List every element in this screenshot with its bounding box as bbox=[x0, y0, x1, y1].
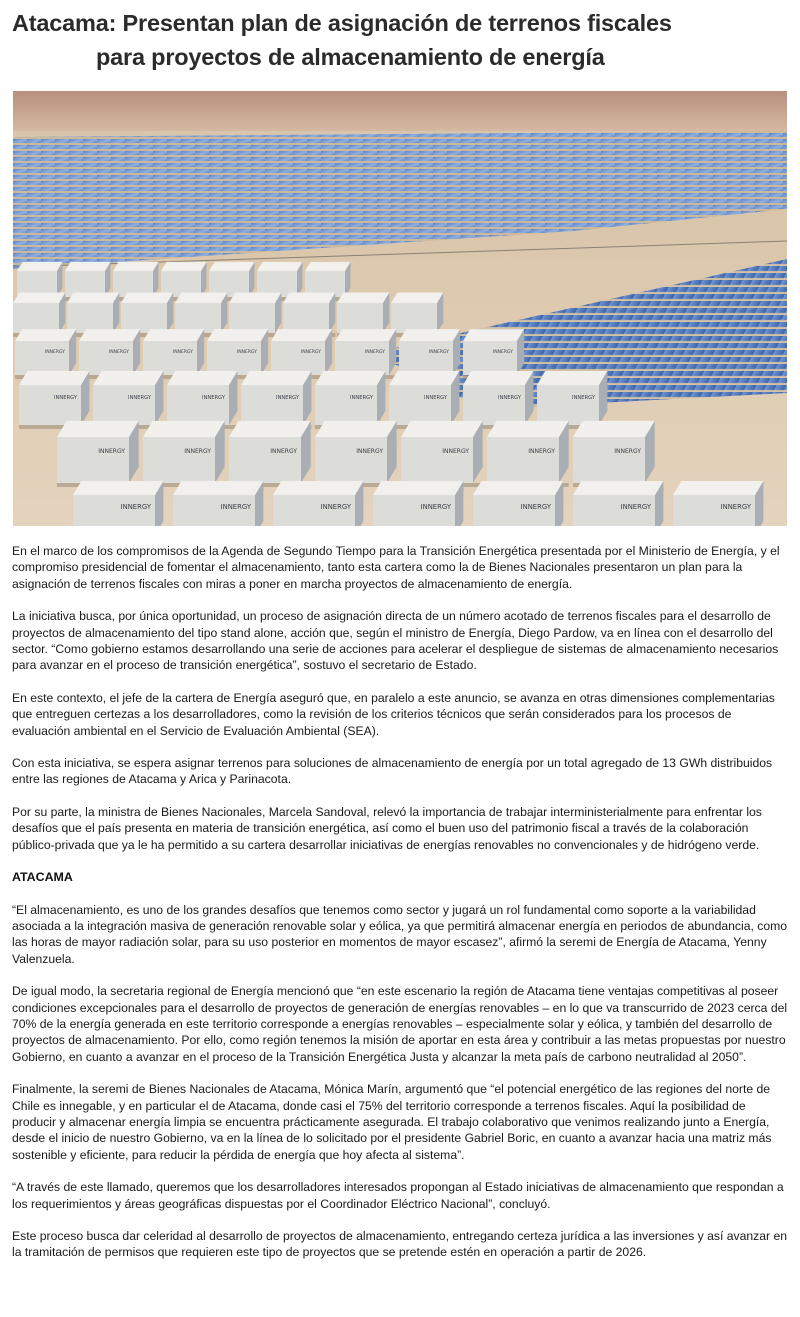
container-logo-text: INNERGY bbox=[364, 349, 385, 355]
article-paragraph: La iniciativa busca, por única oportunidad, un proceso de asignación directa de un número acotado de terrenos fiscales para el desarrollo de proyectos de almacenamiento del tipo stand alone, acción que, según el ministro de Energía, Diego Pardow, va en línea con el desarrollo del sector. “Como gobierno estamos desarrollando una serie de acciones para acelerar el despliegue de sistemas de almacenamiento necesarios para avanzar en el proceso de transición energética”, sostuvo el secretario de Estado. bbox=[12, 609, 779, 673]
container-logo-text: INNERGY bbox=[498, 395, 521, 401]
container-logo-text: INNERGY bbox=[320, 503, 351, 511]
battery-container bbox=[315, 371, 385, 429]
container-logo-text: INNERGY bbox=[184, 448, 211, 456]
article-paragraph: En este contexto, el jefe de la cartera de Energía aseguró que, en paralelo a este anuncio, se avanza en otras dimensiones complementarias que entreguen certezas a los desarrolladores, como la revisión de los criterios técnicos que serán considerados para los procesos de evaluación ambiental en el Servicio de Evaluación Ambiental (SEA). bbox=[12, 690, 775, 738]
container-logo-text: INNERGY bbox=[442, 448, 469, 456]
article-paragraph: Finalmente, la seremi de Bienes Nacionales de Atacama, Mónica Marín, argumentó que “el potencial energético de las regiones del norte de Chile es innegable, y en particular el de Atacama, donde casi el 75% del territorio corresponde a terrenos fiscales. Aquí la posibilidad de producir y almacenar energía limpia se encuentra prácticamente asegurada. El trabajo colaborativo que venimos realizando junto a Energía, desde el inicio de nuestro Gobierno, va en la línea de lo solicitado por el presidente Gabriel Boric, en cuanto a avanzar hacia una matriz más sostenible y eficiente, para reducir la pérdida de energía que hoy afecta al sistema”. bbox=[12, 1082, 772, 1162]
hero-image bbox=[13, 91, 787, 526]
container-logo-text: INNERGY bbox=[424, 395, 447, 401]
battery-container bbox=[143, 421, 225, 487]
container-logo-text: INNERGY bbox=[572, 395, 595, 401]
battery-container bbox=[19, 371, 89, 429]
article-paragraph: De igual modo, la secretaria regional de Energía mencionó que “en este escenario la región de Atacama tiene ventajas competitivas al poseer condiciones excepcionales para el desarrollo de proyectos de generación de energías renovables – en lo que va transcurrido de 2023 cerca del 70% de la energía generada en este territorio corresponde a energías renovables – especialmente solar y eólica, y también del desarrollo de proyectos de almacenamiento. Por ello, como región tenemos la misión de aportar en esta área y contribuir a las metas propuestas por nuestro Gobierno, en cuanto a avanzar en el proceso de la Transición Energética Justa y alcanzar la meta país de carbono neutralidad al 2050”. bbox=[12, 984, 788, 1064]
battery-container bbox=[315, 421, 397, 487]
battery-container bbox=[167, 371, 237, 429]
container-logo-text: INNERGY bbox=[202, 395, 225, 401]
battery-container bbox=[463, 371, 533, 429]
article-body bbox=[12, 543, 788, 1277]
article-title bbox=[12, 6, 792, 74]
container-logo-text: INNERGY bbox=[108, 349, 129, 355]
container-logo-text: INNERGY bbox=[44, 349, 65, 355]
container-logo-text: INNERGY bbox=[356, 448, 383, 456]
container-logo-text: INNERGY bbox=[236, 349, 257, 355]
container-logo-text: INNERGY bbox=[528, 448, 555, 456]
container-logo-text: INNERGY bbox=[492, 349, 513, 355]
container-logo-text: INNERGY bbox=[270, 448, 297, 456]
battery-container bbox=[93, 371, 163, 429]
container-logo-text: INNERGY bbox=[120, 503, 151, 511]
article-paragraph: Este proceso busca dar celeridad al desarrollo de proyectos de almacenamiento, entregando certeza jurídica a las inversiones y así avanzar en la tramitación de permisos que requieren este tipo de proyectos que se pretende estén en operación a partir de 2026. bbox=[12, 1229, 788, 1260]
article-paragraph: Con esta iniciativa, se espera asignar terrenos para soluciones de almacenamiento de energía por un total agregado de 13 GWh distribuidos entre las regiones de Atacama y Arica y Parinacota. bbox=[12, 756, 773, 787]
container-logo-text: INNERGY bbox=[300, 349, 321, 355]
battery-container bbox=[229, 421, 311, 487]
battery-container bbox=[401, 421, 483, 487]
hero-image-illustration bbox=[13, 91, 787, 526]
container-logo-text: INNERGY bbox=[428, 349, 449, 355]
battery-container bbox=[273, 481, 363, 526]
battery-container bbox=[537, 371, 607, 429]
container-logo-text: INNERGY bbox=[276, 395, 299, 401]
container-logo-text: INNERGY bbox=[614, 448, 641, 456]
article-paragraph: Por su parte, la ministra de Bienes Nacionales, Marcela Sandoval, relevó la importancia de trabajar interministerialmente para enfrentar los desafíos que el país presenta en materia de transición energética, así como el buen uso del patrimonio fiscal a través de la colaboración público-privada que ya le ha permitido a su cartera desarrollar iniciativas de energías renovables no convencionales y de hidrógeno verde. bbox=[12, 804, 762, 852]
battery-container bbox=[573, 421, 655, 487]
article-paragraph: En el marco de los compromisos de la Agenda de Segundo Tiempo para la Transición Energética presentada por el Ministerio de Energía, y el compromiso presidencial de fomentar el almacenamiento, tanto esta cartera como la de Bienes Nacionales presentaron un plan para la asignación de terrenos fiscales con miras a poner en marcha proyectos de almacenamiento de energía. bbox=[12, 544, 780, 591]
battery-container bbox=[389, 371, 459, 429]
container-logo-text: INNERGY bbox=[128, 395, 151, 401]
container-logo-text: INNERGY bbox=[98, 448, 125, 456]
container-logo-text: INNERGY bbox=[520, 503, 551, 511]
battery-container bbox=[57, 421, 139, 487]
container-logo-text: INNERGY bbox=[720, 503, 751, 511]
battery-container bbox=[173, 481, 263, 526]
battery-container bbox=[241, 371, 311, 429]
article-paragraph: “A través de este llamado, queremos que los desarrolladores interesados propongan al Estado iniciativas de almacenamiento que respondan a los requerimientos y áreas geográficas dispuestas por el Coordinador Eléctrico Nacional”, concluyó. bbox=[12, 1180, 784, 1211]
container-logo-text: INNERGY bbox=[172, 349, 193, 355]
container-logo-text: INNERGY bbox=[350, 395, 373, 401]
article-paragraph: “El almacenamiento, es uno de los grandes desafíos que tenemos como sector y jugará un rol fundamental como soporte a la variabilidad asociada a la integración masiva de generación renovable solar y eólica, ya que permitirá almacenar energía en periodos de abundancia, como las horas de mayor radiación solar, para su uso posterior en momentos de mayor escasez”, afirmó la seremi de Energía de Atacama, Yenny Valenzuela. bbox=[12, 902, 788, 966]
battery-container bbox=[487, 421, 569, 487]
article-title-line-1: Atacama: Presentan plan de asignación de terrenos fiscales bbox=[12, 10, 672, 36]
battery-container bbox=[473, 481, 563, 526]
battery-container bbox=[673, 481, 763, 526]
container-logo-text: INNERGY bbox=[220, 503, 251, 511]
container-logo-text: INNERGY bbox=[620, 503, 651, 511]
container-logo-text: INNERGY bbox=[54, 395, 77, 401]
container-logo-text: INNERGY bbox=[420, 503, 451, 511]
section-heading: ATACAMA bbox=[12, 870, 73, 885]
article-title-line-2: para proyectos de almacenamiento de energía bbox=[96, 44, 605, 70]
battery-container bbox=[573, 481, 663, 526]
battery-container bbox=[373, 481, 463, 526]
battery-container bbox=[73, 481, 163, 526]
